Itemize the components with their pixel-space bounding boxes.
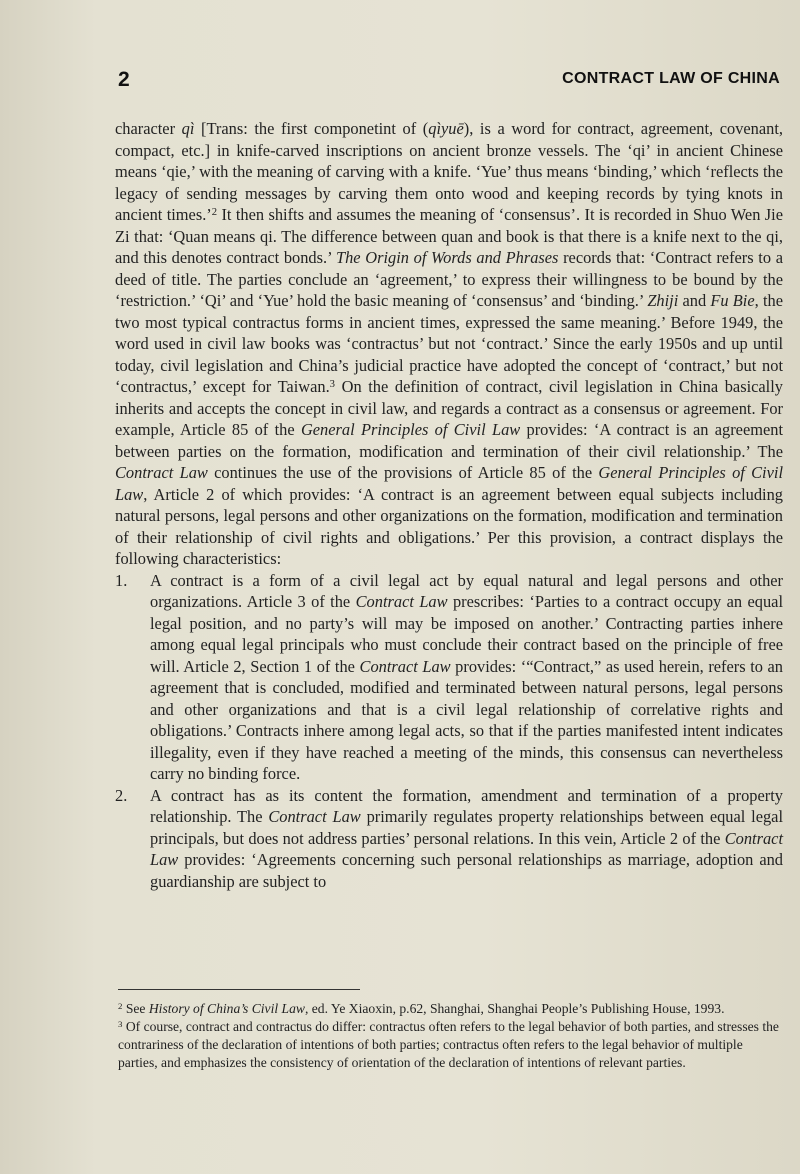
text-run: prescribes: ‘Parties to a contract occupy an equal legal position, and no party’s will may be imposed on another.’ Contracting parties inhere among equal legal principals who must conclude their contract based on the principle of free will. Article 2, Section 1 of the	[150, 592, 783, 676]
italic-title: General Principles of Civil Law	[115, 463, 783, 504]
characteristics-list	[115, 570, 783, 893]
italic-title: History of China’s Civil Law	[148, 1001, 305, 1016]
text-run: [Trans: the first componetint of (	[194, 119, 429, 138]
running-head	[118, 68, 780, 98]
italic-title: Contract Law	[150, 828, 783, 869]
text-run: and	[678, 291, 711, 310]
book-title: CONTRACT LAW OF CHINA	[562, 70, 780, 87]
text-run: , Article 2 of which provides: ‘A contract is an agreement between equal subjects including natural persons, legal persons and other organizations on the formation, modification and termination of their relationship of civil rights and obligations.’ Per this provision, a contract displays the following characteristics:	[115, 484, 783, 568]
text-run: Of course, contract and contractus do differ: contractus often refers to the legal behavior of both parties, and stresses the contrariness of the declaration of intentions of both parties; contractus often refers to the legal behavior of multiple parties, and emphasizes the consistency of orientation of the declaration of intentions of relevant parties.	[118, 1019, 779, 1070]
text-run: On the definition of contract, civil legislation in China basically inherits and accepts the concept in civil law, and regards a contract as a consensus or agreement. For example, Article 85 of the	[115, 377, 783, 439]
italic-title: Contract Law	[355, 592, 448, 611]
text-run: provides: ‘Agreements concerning such personal relationships as marriage, adoption and guardianship are subject to	[150, 850, 783, 891]
text-run: primarily regulates property relationships between equal legal principals, but does not address parties’ personal relations. In this vein, Article 2 of the	[150, 807, 784, 848]
text-run: A contract has as its content the formation, amendment and termination of a property relationship. The	[150, 785, 783, 826]
main-text	[115, 118, 783, 892]
italic-title: The Origin of Words and Phrases	[336, 248, 559, 267]
italic-title: General Principles of Civil Law	[300, 420, 521, 439]
italic-term-qiyue: qìyuē	[428, 119, 464, 138]
italic-term: Fu Bie	[710, 291, 755, 310]
footnote-ref-3: 3	[329, 379, 335, 391]
footnote-ref-2: 2	[211, 207, 218, 219]
footnotes	[118, 1000, 783, 1072]
italic-title: Contract Law	[268, 807, 361, 826]
list-item	[115, 785, 783, 893]
footnote-3	[118, 1018, 783, 1072]
footnote-marker: 3	[118, 1019, 123, 1030]
list-item-number: 2.	[115, 785, 128, 805]
footnote-marker: 2	[118, 1001, 123, 1012]
text-run: ), is a word for contract, agreement, covenant, compact, etc.] in knife-carved inscriptions on ancient bronze vessels. The ‘qi’ in ancient Chinese means ‘qie,’ with the meaning of carving with a knife. ‘Yue’ thus means ‘binding,’ which ‘reflects the legacy of sending messages by carving them onto wood and keeping records by tying knots in ancient times.’	[115, 119, 784, 224]
text-run: , the two most typical contractus forms in ancient times, expressed the same meaning.’ Before 1949, the word used in civil law books was ‘contractus’ but not ‘contract.’ Since the early 1950s and up until today, civil legislation and China’s judicial practice have adopted the concept of ‘contract,’ but not ‘contractus,’ except for Taiwan.	[115, 291, 783, 396]
text-run: continues the use of the provisions of Article 85 of the	[207, 463, 599, 482]
footnote-2	[118, 1000, 783, 1018]
body-paragraph	[115, 118, 783, 570]
text-run: It then shifts and assumes the meaning of ‘consensus’. It is recorded in Shuo Wen Jie Zi that: ‘Quan means qi. The difference between quan and book is that there is a knife next to the qi, and this denotes contract bonds.’	[115, 205, 783, 267]
italic-title: Contract Law	[115, 463, 208, 482]
text-run: records that: ‘Contract refers to a deed of title. The parties conclude an ‘agreement,’ to express their willingness to be bound by the ‘restriction.’ ‘Qi’ and ‘Yue’ hold the basic meaning of ‘consensus’ and ‘binding.’	[115, 248, 783, 310]
page-number: 2	[118, 68, 130, 91]
text-run: provides: ‘“Contract,” as used herein, refers to an agreement that is concluded, modified and terminated between natural persons, legal persons and other organizations and that is a civil legal relationship of correlative rights and obligations.’ Contracts inhere among legal acts, so that if the parties manifested intent indicates illegality, even if they have reached a meeting of the minds, this consensus can nevertheless carry no binding force.	[150, 656, 783, 783]
text-run: character	[115, 119, 182, 138]
text-run: , ed. Ye Xiaoxin, p.62, Shanghai, Shanghai People’s Publishing House, 1993.	[304, 1001, 725, 1016]
footnote-divider	[118, 989, 360, 990]
text-run: A contract is a form of a civil legal act by equal natural and legal persons and other organizations. Article 3 of the	[150, 570, 783, 611]
text-run: See	[122, 1001, 149, 1016]
italic-term: Zhiji	[647, 291, 679, 310]
list-item	[115, 570, 783, 785]
text-run: provides: ‘A contract is an agreement between parties on the formation, modification and termination of their civil relationship.’ The	[115, 420, 783, 461]
italic-title: Contract Law	[359, 656, 451, 676]
list-item-number: 1.	[115, 570, 128, 590]
italic-term-qi: qì	[181, 119, 195, 138]
